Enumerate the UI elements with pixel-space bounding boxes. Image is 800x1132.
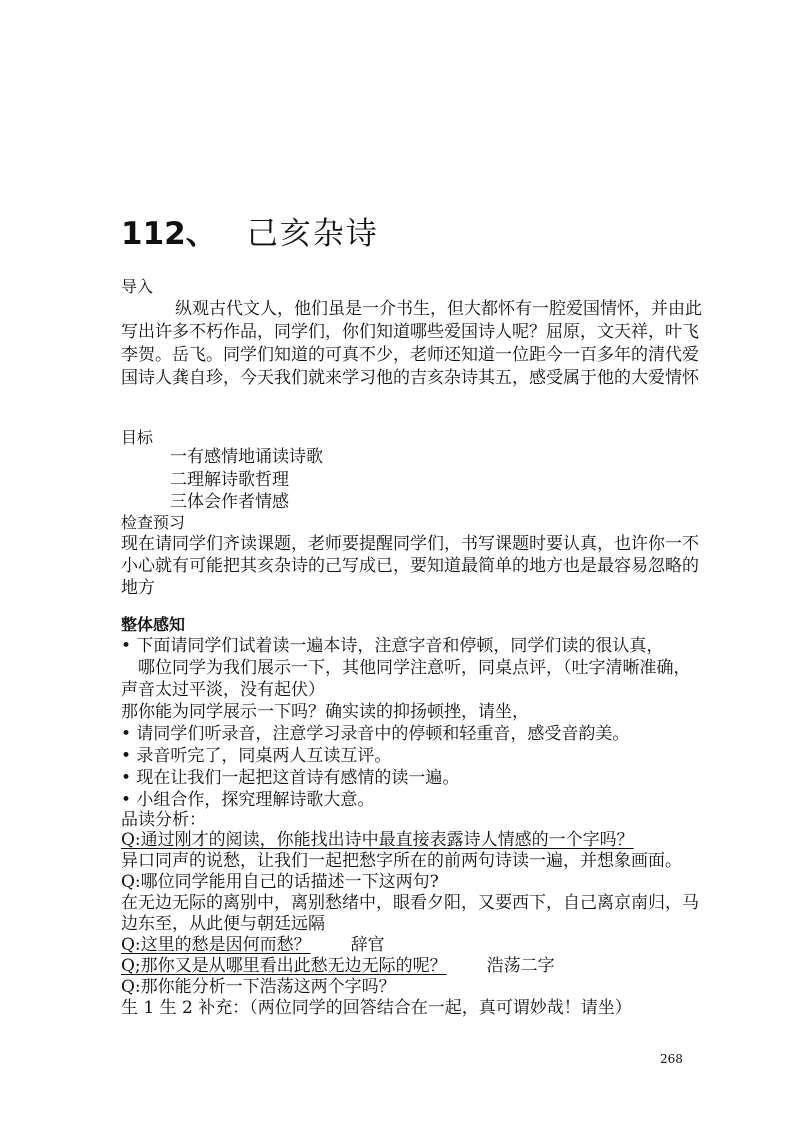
overall-line: • 下面请同学们试着读一遍本诗，注意字音和停顿，同学们读的很认真， <box>121 636 664 656</box>
overall-line: 哪位同学为我们展示一下，其他同学注意听，同桌点评，（吐字清晰准确， <box>138 658 691 678</box>
question-2: Q:哪位同学能用自己的话描述一下这两句? <box>121 872 439 892</box>
overall-line: • 现在让我们一起把这首诗有感情的读一遍。 <box>121 768 460 788</box>
overall-line: • 请同学们听录音，注意学习录音中的停顿和轻重音，感受音韵美。 <box>121 724 630 744</box>
question-3: Q:这里的愁是因何而愁？ <box>121 935 311 955</box>
answer-1: 异口同声的说愁，让我们一起把愁字所在的前两句诗读一遍，并想象画面。 <box>121 851 682 871</box>
answer-2-cont: 边东至，从此便与朝廷远隔 <box>121 914 325 934</box>
overall-line: • 小组合作，探究理解诗歌大意。 <box>121 790 375 810</box>
preview-heading: 检查预习 <box>121 513 186 532</box>
overall-line: • 录音听完了，同桌两人互读互评。 <box>121 746 392 766</box>
intro-line: 李贺。岳飞。同学们知道的可真不少，老师还知道一位距今一百多年的清代爱 <box>121 345 699 365</box>
preview-line: 现在请同学们齐读课题，老师要提醒同学们，书写课题时要认真，也许你一不 <box>121 534 699 554</box>
question-1: Q:通过刚才的阅读，你能找出诗中最直接表露诗人情感的一个字吗？ <box>121 830 634 850</box>
page-number: 268 <box>660 1052 683 1066</box>
title-name: 己亥杂诗 <box>246 216 379 252</box>
intro-line: 纵观古代文人，他们虽是一介书生，但大都怀有一腔爱国情怀，并由此 <box>175 299 702 319</box>
answer-2: 在无边无际的离别中，离别愁绪中，眼看夕阳，又要西下，自己离京南归，马 <box>121 893 699 913</box>
page-title <box>121 208 379 253</box>
goal-item: 二理解诗歌哲理 <box>170 470 289 490</box>
answer-5: 生 1 生 2 补充：（两位同学的回答结合在一起，真可谓妙哉！请坐） <box>121 998 632 1018</box>
goals-heading: 目标 <box>121 428 154 447</box>
analysis-heading: 品读分析： <box>121 810 206 830</box>
answer-4: 浩荡二字 <box>486 956 555 976</box>
intro-line: 国诗人龚自珍，今天我们就来学习他的吉亥杂诗其五，感受属于他的大爱情怀 <box>121 368 699 388</box>
question-3-row <box>121 934 385 956</box>
overall-heading: 整体感知 <box>121 615 186 634</box>
title-number: 112、 <box>121 216 217 252</box>
intro-heading: 导入 <box>121 277 154 296</box>
goal-item: 三体会作者情感 <box>170 492 289 512</box>
overall-line: 声音太过平淡，没有起伏） <box>121 680 325 700</box>
intro-line: 写出许多不朽作品，同学们，你们知道哪些爱国诗人呢？屈原，文天祥，叶飞 <box>121 322 699 342</box>
question-5: Q:那你能分析一下浩荡这两个字吗？ <box>121 977 396 997</box>
preview-line: 地方 <box>121 578 155 598</box>
overall-line: 那你能为同学展示一下吗？确实读的抑扬顿挫，请坐， <box>121 702 529 722</box>
question-4-row <box>121 955 555 977</box>
goal-item: 一有感情地诵读诗歌 <box>170 447 323 467</box>
preview-line: 小心就有可能把其亥杂诗的己写成已，要知道最简单的地方也是最容易忽略的 <box>121 556 699 576</box>
question-4: Q;那你又是从哪里看出此愁无边无际的呢？ <box>121 956 447 976</box>
answer-3: 辞官 <box>350 935 385 955</box>
